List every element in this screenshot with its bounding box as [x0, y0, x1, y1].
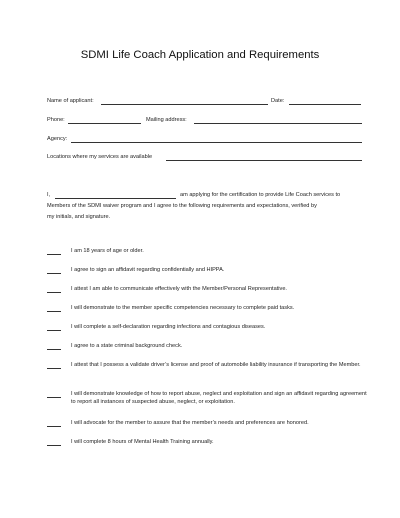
initials-blank[interactable] [47, 397, 61, 398]
requirement-item [0, 286, 400, 302]
initials-blank[interactable] [47, 292, 61, 293]
initials-blank[interactable] [47, 273, 61, 274]
applicant-name-blank[interactable] [55, 198, 176, 199]
requirement-item [0, 324, 400, 340]
requirement-text: I attest I am able to communicate effectively with the Member/Personal Representative. [71, 286, 287, 292]
locations-field[interactable] [166, 160, 362, 161]
initials-blank[interactable] [47, 311, 61, 312]
requirement-text: I will demonstrate to the member specific competencies necessary to complete paid tasks. [71, 305, 295, 311]
name-of-applicant-label: Name of applicant: [47, 98, 94, 104]
initials-blank[interactable] [47, 349, 61, 350]
requirement-item [0, 420, 400, 436]
requirement-text: I will advocate for the member to assure that the member’s needs and preferences are honored. [71, 420, 309, 426]
document-title: SDMI Life Coach Application and Requirements [80, 49, 320, 61]
agency-field[interactable] [71, 142, 362, 143]
agency-label: Agency: [47, 136, 68, 142]
requirement-item [0, 362, 400, 378]
date-field[interactable] [289, 104, 361, 105]
requirement-text: I attest that I possess a validate driver’s license and proof of automobile liability insurance if transporting the Member. [71, 362, 361, 368]
initials-blank[interactable] [47, 368, 61, 369]
phone-field[interactable] [68, 123, 141, 124]
requirement-item [0, 391, 400, 407]
requirement-item [0, 439, 400, 455]
mailing-address-field[interactable] [194, 123, 362, 124]
initials-blank[interactable] [47, 330, 61, 331]
requirement-text: I will demonstrate knowledge of how to report abuse, neglect and exploitation and sign an affidavit regarding agreement to report all instances of suspected abuse, neglect, or exploitation. [71, 391, 367, 405]
requirement-text: I agree to a state criminal background check. [71, 343, 183, 349]
date-label: Date: [271, 98, 285, 104]
requirement-text: I agree to sign an affidavit regarding confidentially and HIPPA. [71, 267, 225, 273]
intro-line-3: my initials, and signature. [47, 214, 111, 220]
initials-blank[interactable] [47, 426, 61, 427]
requirement-item [0, 343, 400, 359]
phone-label: Phone: [47, 117, 65, 123]
locations-label: Locations where my services are available [47, 154, 153, 160]
requirement-text: I will complete a self-declaration regarding infections and contagious diseases. [71, 324, 266, 330]
intro-line-1: am applying for the certification to provide Life Coach services to [180, 192, 341, 198]
requirement-item [0, 267, 400, 283]
initials-blank[interactable] [47, 445, 61, 446]
requirement-text: I will complete 8 hours of Mental Health Training annually. [71, 439, 214, 445]
intro-line-2: Members of the SDMI waiver program and I agree to the following requirements and expectations, verified by [47, 203, 317, 209]
intro-prefix: I, [47, 192, 51, 198]
mailing-address-label: Mailing address: [146, 117, 187, 123]
requirement-text: I am 18 years of age or older. [71, 248, 144, 254]
initials-blank[interactable] [47, 254, 61, 255]
requirement-item [0, 248, 400, 264]
requirement-item [0, 305, 400, 321]
name-of-applicant-field[interactable] [101, 104, 268, 105]
